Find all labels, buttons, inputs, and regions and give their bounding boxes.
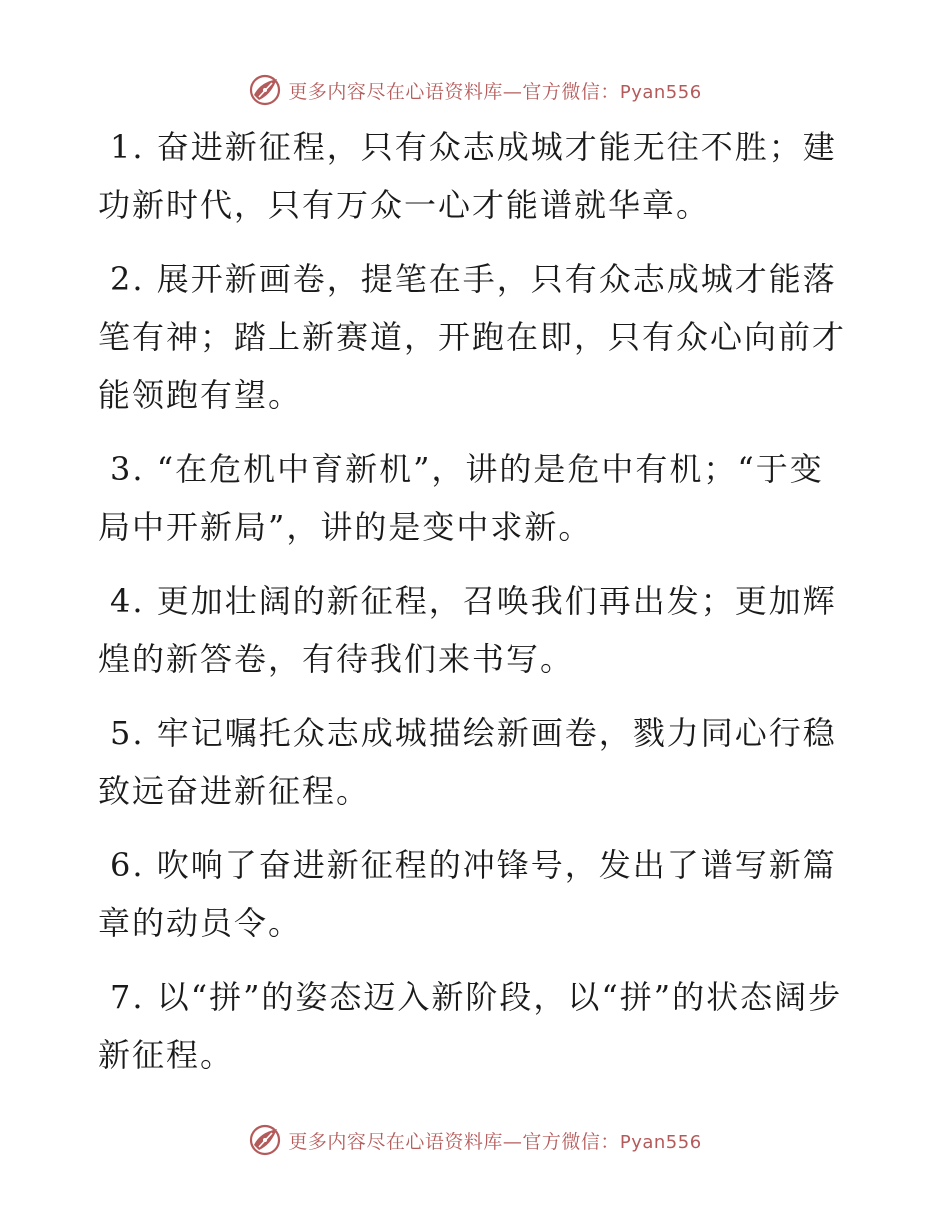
list-item-4: 4. 更加壮阔的新征程，召唤我们再出发；更加辉煌的新答卷，有待我们来书写。 xyxy=(98,582,837,678)
list-item-6: 6. 吹响了奋进新征程的冲锋号，发出了谱写新篇章的动员令。 xyxy=(98,846,837,942)
list-item-3: 3. “在危机中育新机”，讲的是危中有机；“于变局中开新局”，讲的是变中求新。 xyxy=(98,450,824,546)
pen-nib-logo-icon xyxy=(248,1123,282,1157)
header-wechat-id: Pyan556 xyxy=(619,81,702,103)
header-banner-text: 更多内容尽在心语资料库—官方微信：Pyan556 xyxy=(288,80,702,103)
footer-wechat-id: Pyan556 xyxy=(619,1131,702,1153)
pen-nib-logo-icon xyxy=(248,73,282,107)
list-item-1: 1. 奋进新征程，只有众志成城才能无往不胜；建功新时代，只有万众一心才能谱就华章。 xyxy=(98,128,837,224)
footer-banner-text: 更多内容尽在心语资料库—官方微信：Pyan556 xyxy=(288,1130,702,1153)
list-item-2: 2. 展开新画卷，提笔在手，只有众志成城才能落笔有神；踏上新赛道，开跑在即，只有众心向前才能领跑有望。 xyxy=(98,260,847,414)
header-banner xyxy=(0,70,950,110)
list-item-7: 7. 以“拼”的姿态迈入新阶段，以“拼”的状态阔步新征程。 xyxy=(98,978,843,1074)
footer-banner xyxy=(0,1120,950,1160)
list-item-5: 5. 牢记嘱托众志成城描绘新画卷，戮力同心行稳致远奋进新征程。 xyxy=(98,714,837,810)
document-body xyxy=(98,118,850,1100)
